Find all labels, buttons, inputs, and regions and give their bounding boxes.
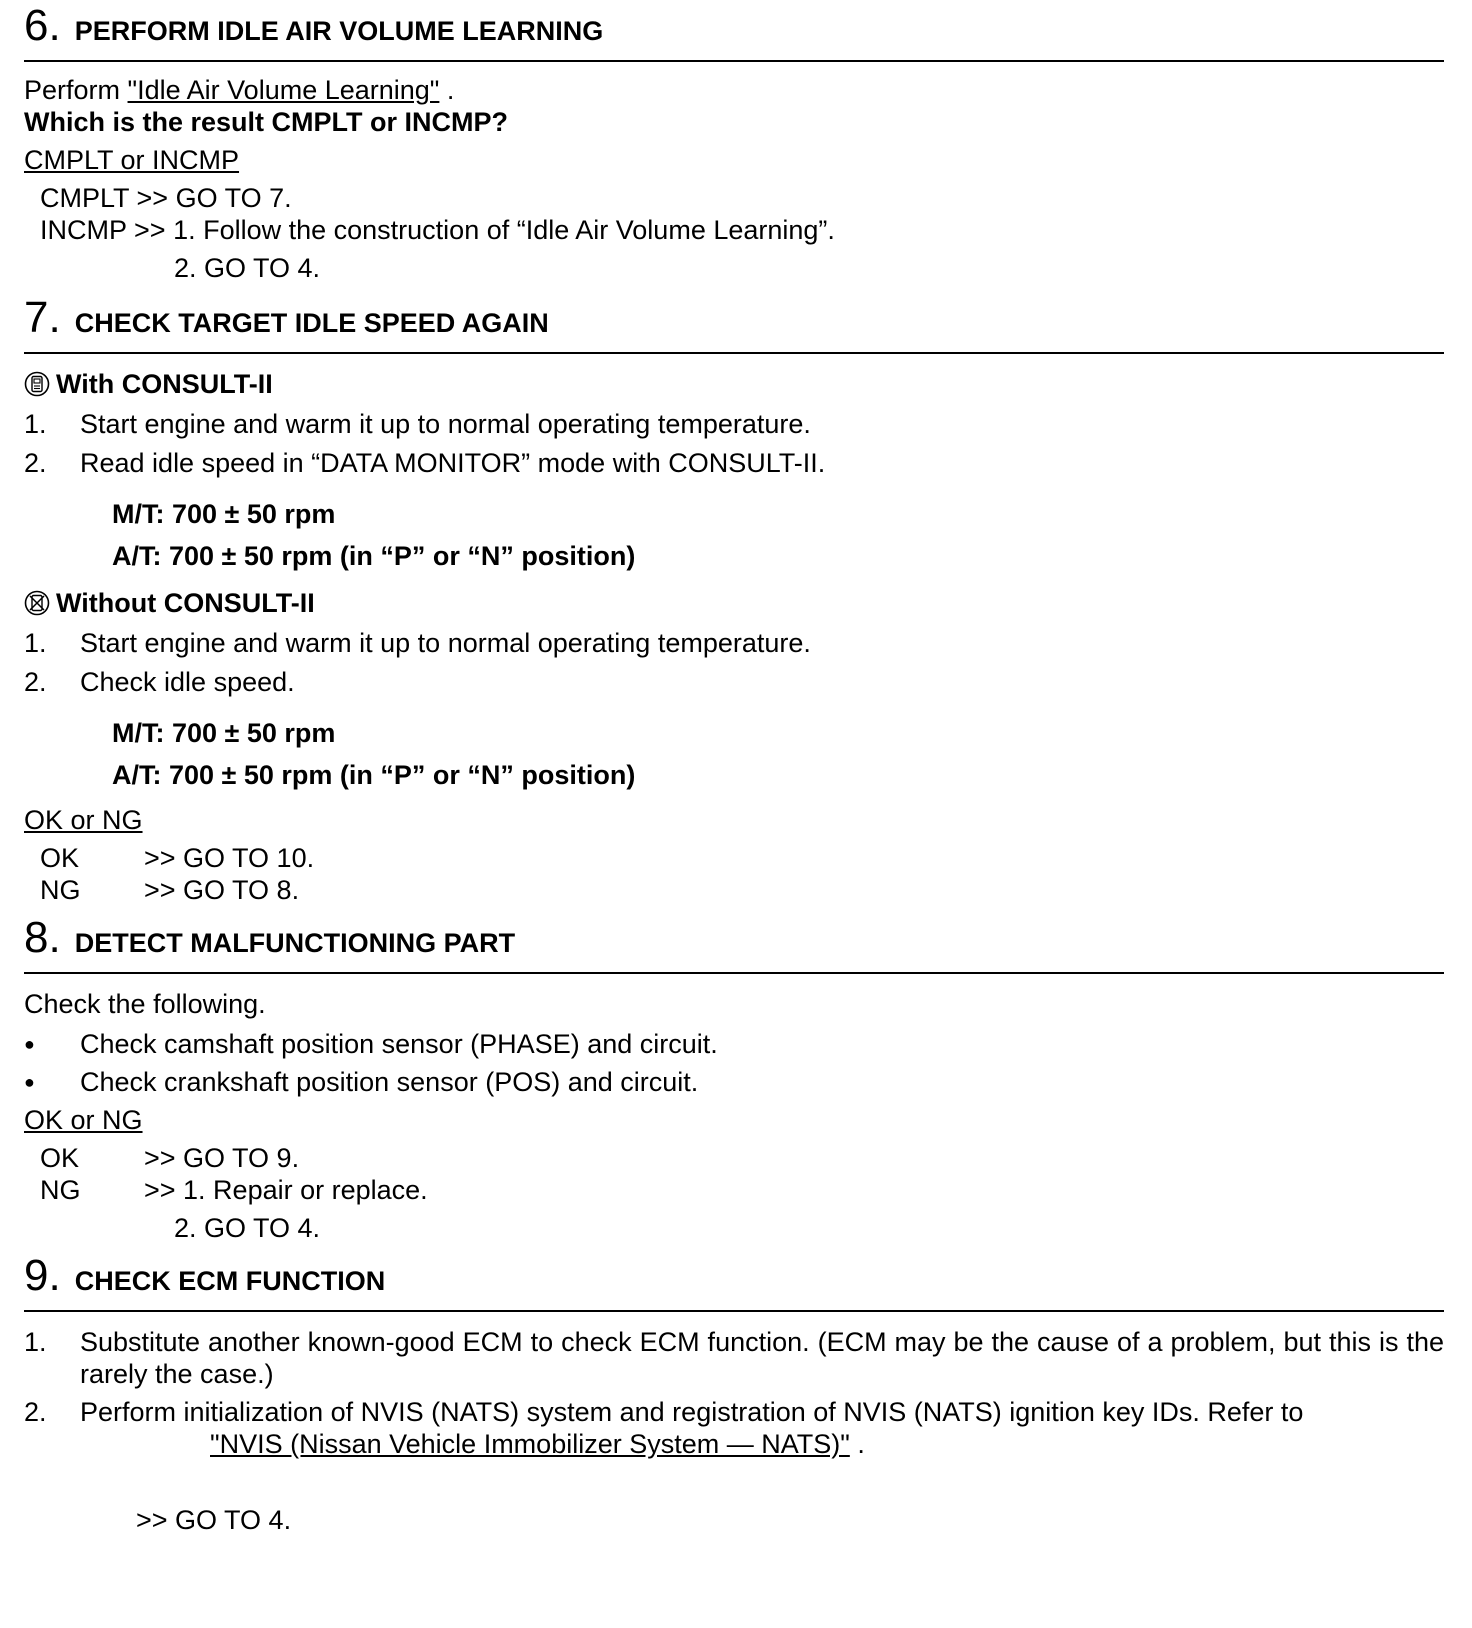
- result-ok: OK >> GO TO 10.: [40, 843, 315, 873]
- step-number: 8.: [24, 913, 61, 962]
- result-question: Which is the result CMPLT or INCMP?: [24, 107, 509, 137]
- with-consult-heading: With CONSULT-II: [24, 368, 1444, 400]
- step-title: PERFORM IDLE AIR VOLUME LEARNING: [74, 16, 604, 46]
- check-intro: Check the following.: [24, 989, 266, 1019]
- step-9-header: [24, 1252, 1444, 1312]
- result-incmp-cont: 2. GO TO 4.: [174, 253, 321, 283]
- result-label: OK or NG: [24, 1105, 143, 1135]
- result-incmp: INCMP >> 1. Follow the construction of “Idle Air Volume Learning”.: [40, 215, 835, 245]
- list-item: 1. Substitute another known-good ECM to check ECM function. (ECM may be the cause of a problem, but this is the rarely the case.): [24, 1327, 1444, 1389]
- no-consult-icon: [24, 590, 50, 616]
- result-label: OK or NG: [24, 805, 143, 835]
- list-item: 1. Start engine and warm it up to normal operating temperature.: [24, 409, 811, 439]
- spec-at: A/T: 700 ± 50 rpm (in “P” or “N” position): [112, 760, 636, 790]
- step-6-header: [24, 2, 1444, 62]
- step-number: 6.: [24, 1, 61, 50]
- document-page: [24, 0, 1444, 1536]
- result-ng: NG >> GO TO 8.: [40, 875, 300, 905]
- list-item: 1. Start engine and warm it up to normal operating temperature.: [24, 628, 811, 658]
- step-number: 7.: [24, 293, 61, 342]
- spec-mt: M/T: 700 ± 50 rpm: [112, 499, 336, 529]
- result-ng: NG >> 1. Repair or replace.: [40, 1175, 428, 1205]
- step-title: DETECT MALFUNCTIONING PART: [74, 928, 516, 958]
- result-cmplt: CMPLT >> GO TO 7.: [40, 183, 292, 213]
- step-7-header: [24, 294, 1444, 354]
- bullet-item: ● Check camshaft position sensor (PHASE) and circuit.: [24, 1029, 718, 1059]
- list-item: 2. Read idle speed in “DATA MONITOR” mode with CONSULT-II.: [24, 448, 826, 478]
- list-item: 2. Perform initialization of NVIS (NATS) system and registration of NVIS (NATS) ignition key IDs. Refer to: [24, 1397, 1304, 1427]
- without-consult-heading: Without CONSULT-II: [24, 587, 1444, 619]
- bullet-item: ● Check crankshaft position sensor (POS) and circuit.: [24, 1067, 699, 1097]
- final-go-to: >> GO TO 4.: [136, 1505, 292, 1535]
- consult-icon: [24, 371, 50, 397]
- result-label: CMPLT or INCMP: [24, 145, 240, 175]
- step-number: 9.: [24, 1251, 61, 1300]
- list-item: 2. Check idle speed.: [24, 667, 295, 697]
- step-title: CHECK ECM FUNCTION: [74, 1266, 386, 1296]
- nvis-ref-line: "NVIS (Nissan Vehicle Immobilizer System — NATS)" .: [210, 1429, 865, 1459]
- step-title: CHECK TARGET IDLE SPEED AGAIN: [74, 308, 549, 338]
- bullet-icon: ●: [24, 1034, 35, 1054]
- step-8-header: [24, 914, 1444, 974]
- idle-air-volume-learning-link[interactable]: "Idle Air Volume Learning": [127, 75, 440, 105]
- bullet-icon: ●: [24, 1072, 35, 1092]
- spec-at: A/T: 700 ± 50 rpm (in “P” or “N” position): [112, 541, 636, 571]
- nvis-link[interactable]: "NVIS (Nissan Vehicle Immobilizer System — NATS)": [210, 1429, 850, 1459]
- result-ok: OK >> GO TO 9.: [40, 1143, 300, 1173]
- spec-mt: M/T: 700 ± 50 rpm: [112, 718, 336, 748]
- perform-line: Perform "Idle Air Volume Learning" .: [24, 75, 455, 105]
- result-ng-cont: 2. GO TO 4.: [174, 1213, 321, 1243]
